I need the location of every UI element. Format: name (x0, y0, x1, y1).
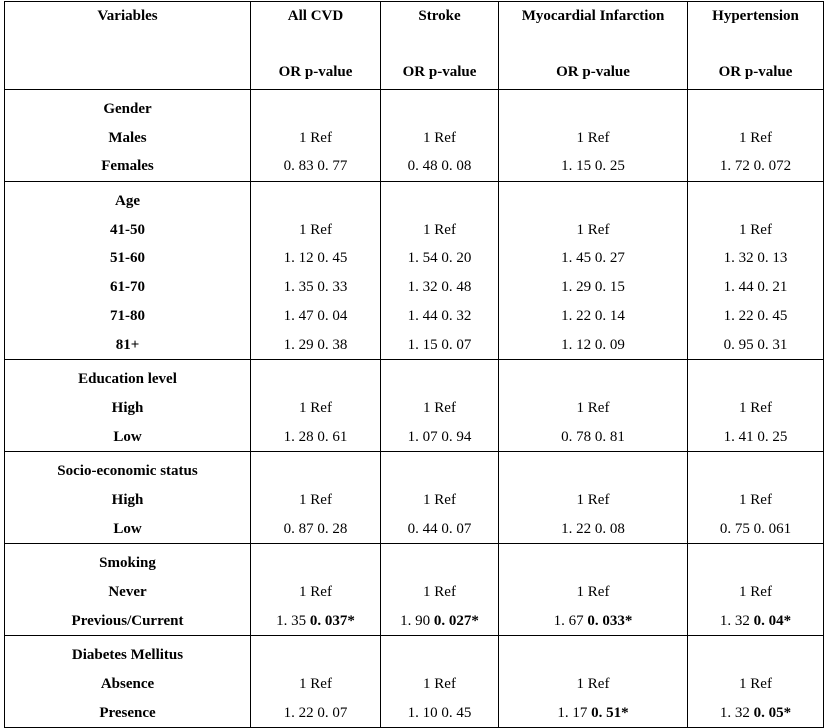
column-title: Stroke (418, 8, 461, 24)
odds-ratio: 1 Ref (576, 129, 610, 146)
odds-ratio: 1 Ref (576, 221, 610, 238)
spacer-line (688, 641, 823, 670)
odds-ratio: 1 Ref (576, 584, 610, 600)
or-pvalue (499, 124, 687, 153)
row-label: 51-60 (110, 250, 145, 267)
or-pvalue (688, 699, 823, 728)
or-pvalue (499, 216, 687, 245)
significant-p-value: 0. 037* (309, 612, 355, 629)
row-label: Previous/Current (71, 612, 184, 629)
spacer-line (499, 549, 687, 578)
odds-ratio: 1. 22 0. 08 (561, 520, 625, 537)
group-row (5, 452, 824, 544)
or-pvalue (688, 216, 823, 245)
spacer-line (251, 95, 380, 124)
odds-ratio: 1 Ref (576, 399, 610, 416)
or-pvalue (251, 152, 380, 181)
or-pvalue (381, 394, 498, 423)
or-pvalue (499, 699, 687, 728)
value-cell (499, 544, 688, 636)
value-cell (688, 90, 824, 182)
value-cell (381, 90, 499, 182)
value-cell (688, 452, 824, 544)
spacer-line (499, 187, 687, 216)
odds-ratio: 0. 48 0. 08 (407, 158, 472, 175)
row-label: Never (108, 584, 147, 600)
spacer-line (688, 457, 823, 486)
odds-ratio: 1 Ref (423, 676, 456, 693)
or-pvalue (381, 216, 498, 245)
odds-ratio: 1. 72 0. 072 (719, 158, 792, 175)
odds-ratio: 0. 44 0. 07 (407, 520, 472, 537)
row-label: Low (113, 428, 142, 445)
odds-ratio: 1 Ref (423, 399, 456, 416)
group-title: Age (115, 193, 140, 210)
spacer-line (499, 457, 687, 486)
value-cell (688, 360, 824, 452)
or-pvalue (499, 273, 687, 302)
variable-cell (5, 360, 251, 452)
or-pvalue (381, 244, 498, 273)
odds-ratio: 1. 29 0. 38 (283, 336, 348, 353)
odds-ratio: 1 Ref (739, 129, 772, 146)
odds-ratio: 1 Ref (576, 676, 610, 693)
header-all-cvd (251, 2, 381, 90)
value-cell (381, 544, 499, 636)
header-myocardial-infarction (499, 2, 688, 90)
value-cell (251, 636, 381, 728)
odds-ratio: 1 Ref (423, 491, 456, 508)
row-label: Absence (100, 676, 155, 693)
or-pvalue (251, 302, 380, 331)
or-pvalue (251, 273, 380, 302)
or-pvalue (251, 486, 380, 515)
variable-cell (5, 182, 251, 360)
or-pvalue (381, 515, 498, 544)
value-cell (688, 544, 824, 636)
odds-ratio: 1. 35 0. 33 (283, 279, 348, 296)
or-pvalue (499, 302, 687, 331)
header-stroke (381, 2, 499, 90)
value-cell (381, 360, 499, 452)
group-title: Gender (103, 101, 152, 117)
odds-ratio: 0. 78 0. 81 (561, 428, 625, 445)
variable-cell (5, 636, 251, 728)
or-pvalue (251, 423, 380, 452)
odds-ratio: 1. 22 0. 14 (561, 307, 625, 324)
odds-ratio: 1 Ref (299, 399, 332, 416)
group-title: Education level (78, 371, 177, 388)
row-label: High (111, 399, 144, 416)
value-cell (499, 636, 688, 728)
or-pvalue (381, 124, 498, 153)
or-pvalue (499, 423, 687, 452)
or-pvalue (381, 273, 498, 302)
header-row (5, 2, 824, 90)
or-pvalue (688, 124, 823, 153)
group-row (5, 544, 824, 636)
significant-p-value: 0. 51* (591, 704, 629, 721)
spacer-line (688, 187, 823, 216)
odds-ratio: 0. 95 0. 31 (723, 336, 788, 353)
or-pvalue (381, 670, 498, 699)
or-pvalue (251, 124, 380, 153)
or-pvalue (499, 607, 687, 636)
odds-ratio: 1. 32 (719, 704, 750, 721)
or-pvalue (381, 302, 498, 331)
or-pvalue (381, 331, 498, 360)
spacer-line (381, 365, 498, 394)
odds-ratio: 1 Ref (423, 584, 456, 600)
spacer-line (251, 549, 380, 578)
odds-ratio: 1. 12 0. 09 (561, 336, 625, 353)
or-pvalue (381, 423, 498, 452)
group-title: Diabetes Mellitus (71, 647, 184, 664)
or-pvalue (499, 331, 687, 360)
value-cell (688, 182, 824, 360)
or-pvalue (688, 394, 823, 423)
significant-p-value: 0. 033* (587, 612, 633, 629)
or-pvalue (381, 607, 498, 636)
column-title: Hypertension (712, 8, 799, 24)
group-row (5, 90, 824, 182)
odds-ratio: 1 Ref (423, 221, 456, 238)
value-cell (499, 360, 688, 452)
results-table (4, 1, 824, 728)
or-pvalue (251, 607, 380, 636)
significant-p-value: 0. 027* (433, 612, 479, 629)
variable-cell (5, 544, 251, 636)
odds-ratio: 1. 17 (557, 704, 588, 721)
odds-ratio: 1 Ref (739, 676, 772, 693)
row-label: High (111, 491, 144, 508)
spacer-line (251, 365, 380, 394)
spacer-line (381, 95, 498, 124)
odds-ratio: 1 Ref (299, 221, 332, 238)
spacer-line (381, 641, 498, 670)
or-pvalue (499, 486, 687, 515)
or-pvalue (688, 244, 823, 273)
odds-ratio: 1 Ref (739, 399, 772, 416)
odds-ratio: 1 Ref (299, 129, 332, 146)
variable-cell (5, 452, 251, 544)
variable-cell (5, 90, 251, 182)
column-subtitle: OR p-value (718, 64, 793, 80)
or-pvalue (688, 273, 823, 302)
odds-ratio: 1. 12 0. 45 (283, 250, 348, 267)
odds-ratio: 1. 22 0. 07 (283, 704, 348, 721)
column-title: All CVD (287, 8, 344, 24)
odds-ratio: 1. 15 0. 07 (407, 336, 472, 353)
or-pvalue (688, 670, 823, 699)
or-pvalue (499, 670, 687, 699)
odds-ratio: 1. 47 0. 04 (283, 307, 348, 324)
odds-ratio: 0. 83 0. 77 (283, 158, 348, 175)
row-label: 61-70 (110, 279, 145, 296)
odds-ratio: 1 Ref (299, 584, 332, 600)
significant-p-value: 0. 04* (753, 612, 792, 629)
odds-ratio: 1. 45 0. 27 (561, 250, 625, 267)
group-title: Socio-economic status (57, 463, 198, 480)
or-pvalue (381, 152, 498, 181)
or-pvalue (688, 423, 823, 452)
spacer-line (251, 457, 380, 486)
or-pvalue (251, 244, 380, 273)
value-cell (499, 452, 688, 544)
spacer-line (381, 457, 498, 486)
value-cell (499, 182, 688, 360)
spacer-line (381, 549, 498, 578)
group-row (5, 360, 824, 452)
column-subtitle: OR p-value (556, 64, 630, 80)
or-pvalue (688, 515, 823, 544)
or-pvalue (251, 670, 380, 699)
or-pvalue (251, 331, 380, 360)
odds-ratio: 1 Ref (299, 491, 332, 508)
spacer-line (499, 641, 687, 670)
column-subtitle: OR p-value (402, 64, 477, 80)
spacer-line (688, 365, 823, 394)
odds-ratio: 1. 07 0. 94 (407, 428, 472, 445)
spacer-line (688, 549, 823, 578)
odds-ratio: 1. 32 0. 48 (407, 279, 472, 296)
odds-ratio: 0. 87 0. 28 (283, 520, 348, 537)
spacer-line (381, 187, 498, 216)
odds-ratio: 1 Ref (423, 129, 456, 146)
or-pvalue (251, 216, 380, 245)
value-cell (381, 182, 499, 360)
header-variables (5, 2, 251, 90)
or-pvalue (499, 244, 687, 273)
value-cell (381, 452, 499, 544)
spacer-line (499, 95, 687, 124)
value-cell (251, 544, 381, 636)
spacer-line (499, 365, 687, 394)
odds-ratio: 1 Ref (739, 584, 772, 600)
value-cell (251, 360, 381, 452)
spacer-line (688, 95, 823, 124)
or-pvalue (499, 152, 687, 181)
or-pvalue (688, 152, 823, 181)
odds-ratio: 1 Ref (299, 676, 332, 693)
value-cell (499, 90, 688, 182)
or-pvalue (251, 515, 380, 544)
row-label: 71-80 (110, 307, 145, 324)
or-pvalue (688, 607, 823, 636)
odds-ratio: 1. 15 0. 25 (561, 158, 625, 175)
spacer-line (251, 187, 380, 216)
or-pvalue (381, 578, 498, 607)
header-hypertension (688, 2, 824, 90)
row-label: Low (113, 520, 142, 537)
odds-ratio: 0. 75 0. 061 (719, 520, 792, 537)
or-pvalue (688, 331, 823, 360)
column-title: Myocardial Infarction (521, 8, 665, 24)
or-pvalue (251, 699, 380, 728)
odds-ratio: 1. 32 (719, 612, 750, 629)
odds-ratio: 1. 44 0. 21 (723, 279, 788, 296)
group-title: Smoking (99, 555, 156, 572)
or-pvalue (381, 486, 498, 515)
value-cell (688, 636, 824, 728)
odds-ratio: 1 Ref (739, 491, 772, 508)
odds-ratio: 1 Ref (576, 491, 610, 508)
odds-ratio: 1. 32 0. 13 (723, 250, 788, 267)
or-pvalue (251, 578, 380, 607)
odds-ratio: 1. 22 0. 45 (723, 307, 788, 324)
value-cell (251, 452, 381, 544)
row-label: Females (101, 158, 154, 175)
odds-ratio: 1. 35 (276, 612, 307, 629)
row-label: Presence (99, 704, 156, 721)
or-pvalue (251, 394, 380, 423)
table-body (5, 2, 824, 728)
odds-ratio: 1. 29 0. 15 (561, 279, 625, 296)
odds-ratio: 1. 90 (400, 612, 431, 629)
value-cell (381, 636, 499, 728)
or-pvalue (688, 578, 823, 607)
spacer-line (251, 641, 380, 670)
or-pvalue (499, 578, 687, 607)
odds-ratio: 1. 41 0. 25 (723, 428, 788, 445)
odds-ratio: 1. 28 0. 61 (283, 428, 348, 445)
header-variables-label: Variables (97, 8, 158, 24)
or-pvalue (499, 394, 687, 423)
odds-ratio: 1. 10 0. 45 (407, 704, 472, 721)
group-row (5, 636, 824, 728)
or-pvalue (381, 699, 498, 728)
row-label: 81+ (115, 336, 140, 353)
value-cell (251, 182, 381, 360)
odds-ratio: 1. 54 0. 20 (407, 250, 472, 267)
column-subtitle: OR p-value (278, 64, 353, 80)
value-cell (251, 90, 381, 182)
row-label: Males (108, 129, 147, 146)
odds-ratio: 1. 44 0. 32 (407, 307, 472, 324)
group-row (5, 182, 824, 360)
odds-ratio: 1. 67 (553, 612, 584, 629)
significant-p-value: 0. 05* (753, 704, 792, 721)
odds-ratio: 1 Ref (739, 221, 772, 238)
row-label: 41-50 (110, 221, 145, 238)
or-pvalue (499, 515, 687, 544)
or-pvalue (688, 486, 823, 515)
or-pvalue (688, 302, 823, 331)
